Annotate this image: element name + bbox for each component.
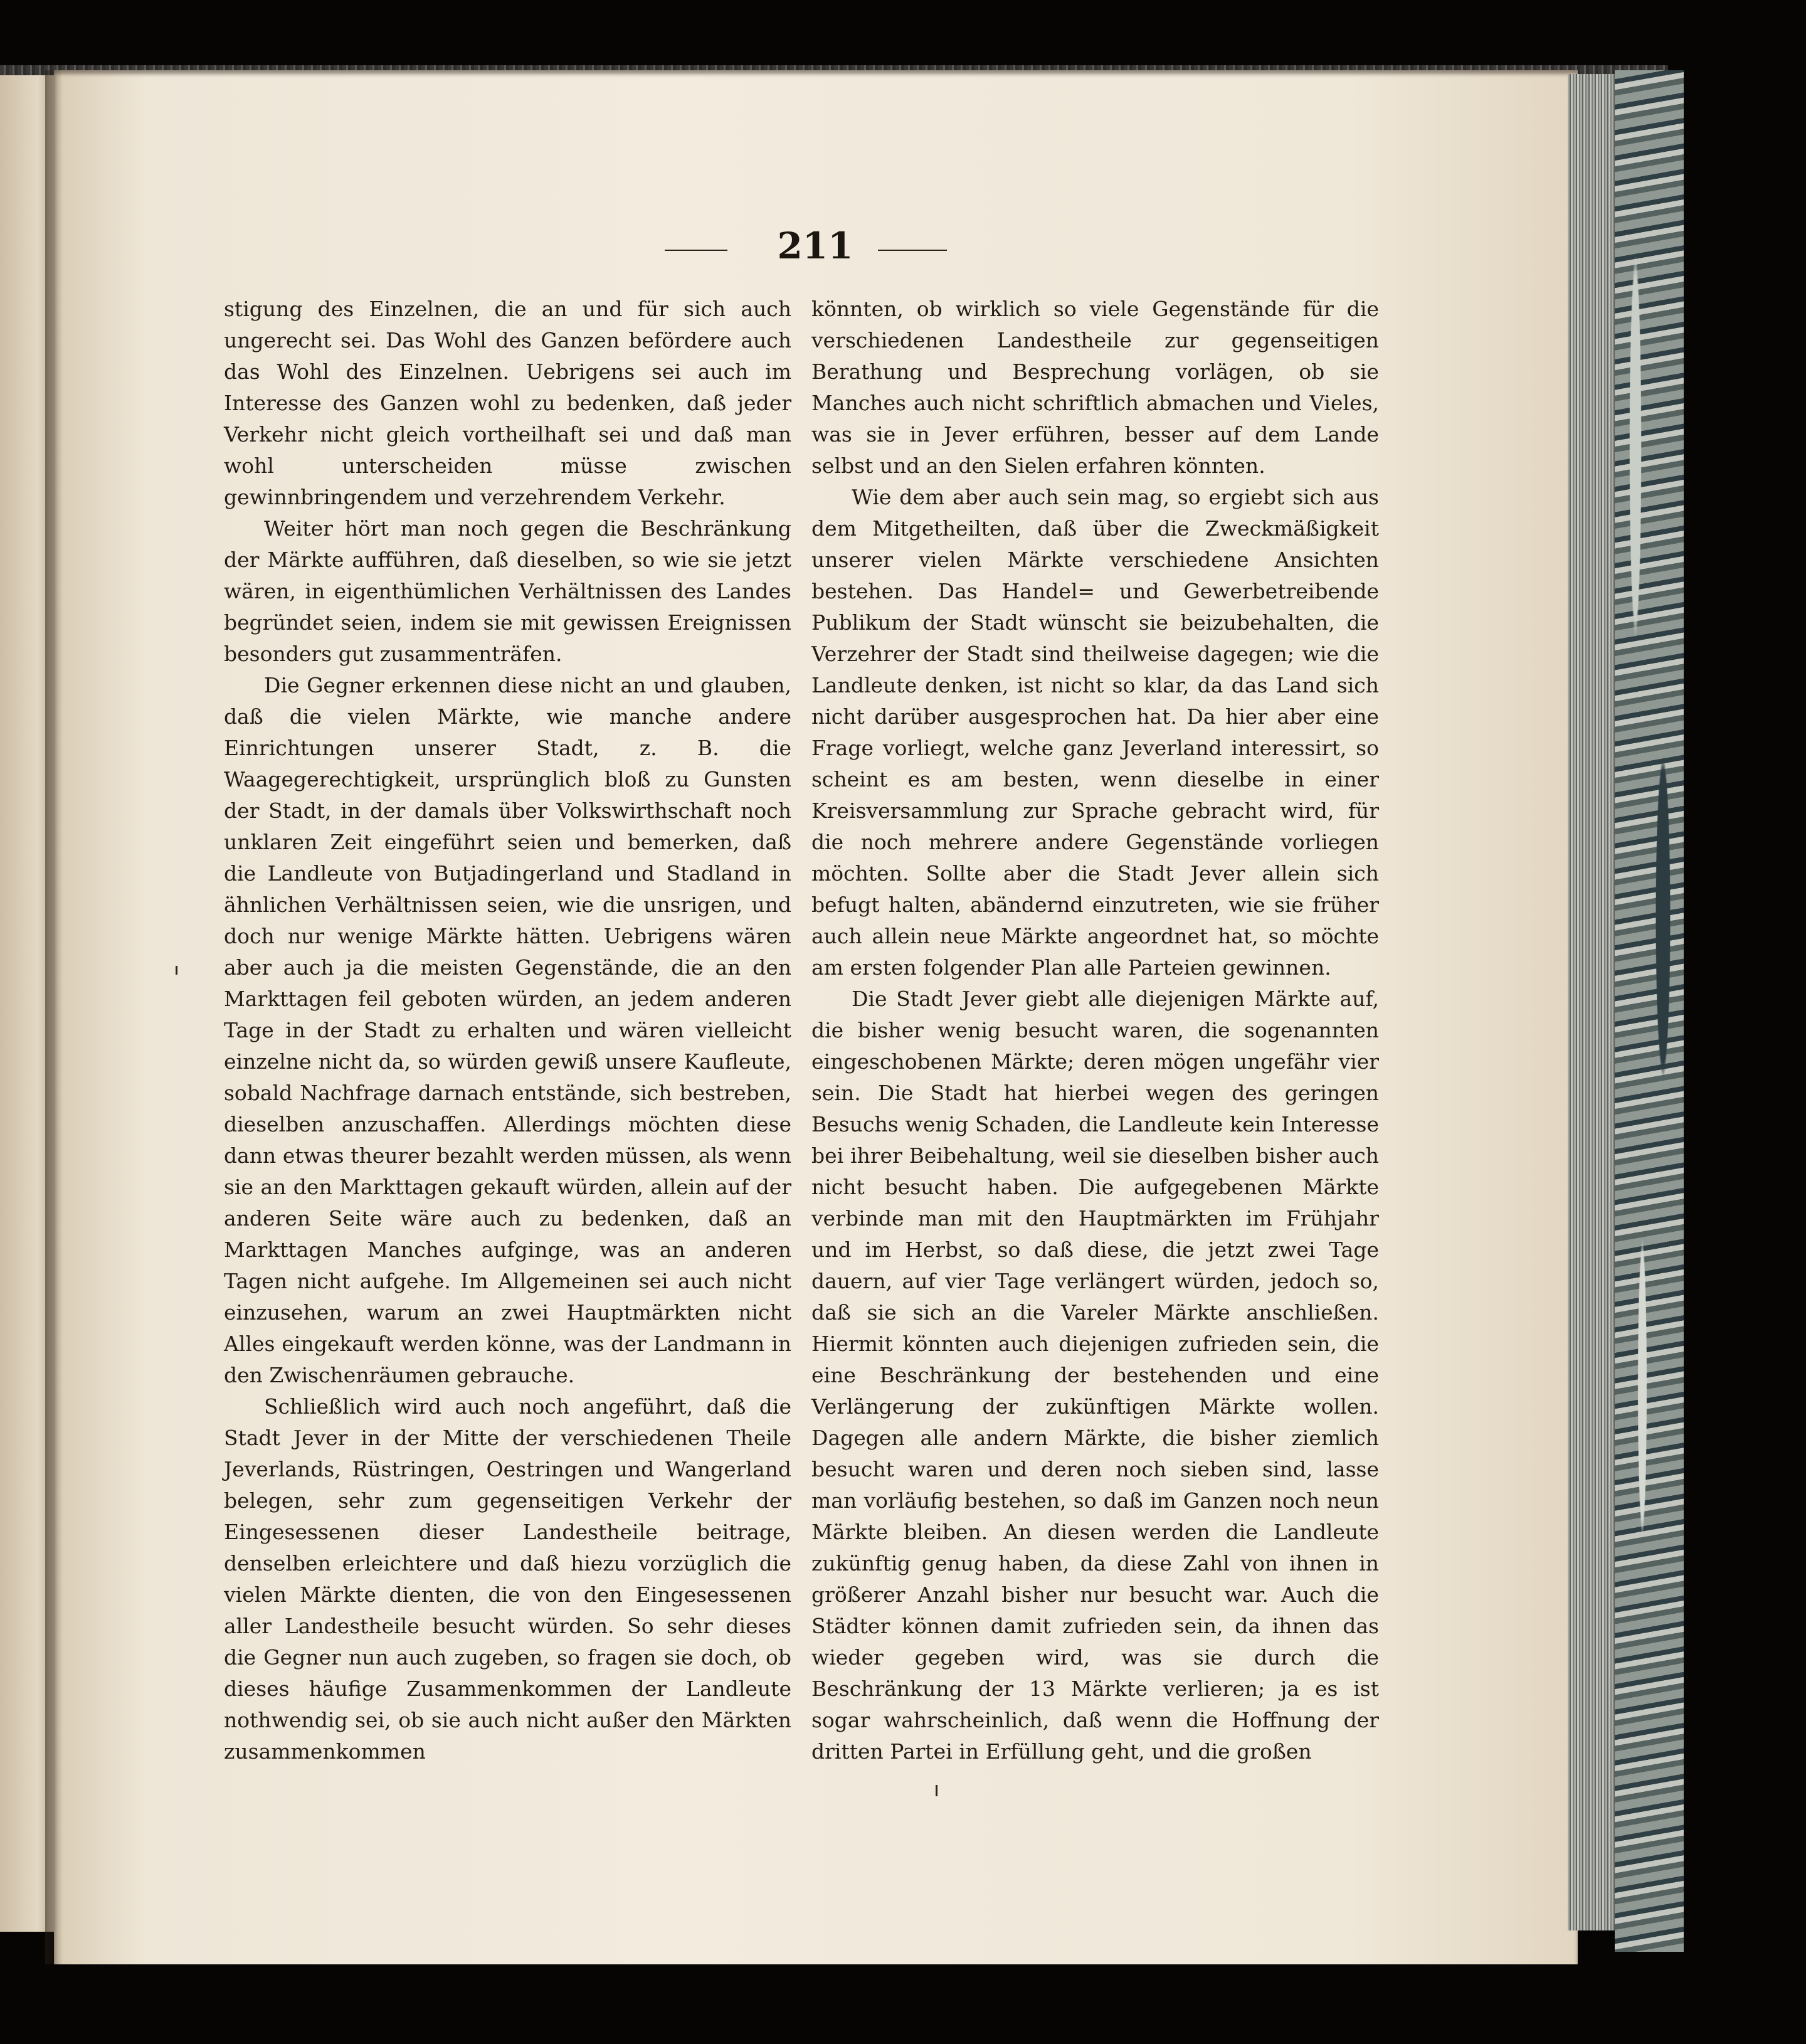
header-rule-right bbox=[878, 250, 947, 251]
paragraph: Die Gegner erkennen diese nicht an und glauben, daß die vielen Märkte, wie manche andere Einrichtungen unserer Stadt, z. B. die Waagegerechtigkeit, ursprünglich bloß zu Gunsten der Stadt, in der damals über Volkswirthschaft noch unklaren Zeit eingeführt seien und bemerken, daß die Landleute von Butjadingerland und Stadland in ähnlichen Verhältnissen seien, wie die unsrigen, und doch nur wenige Märkte hätten. Uebrigens wären aber auch ja die meisten Gegenstände, die an den Markttagen feil geboten würden, an jedem anderen Tage in der Stadt zu erhalten und wären vielleicht einzelne nicht da, so würden gewiß unsere Kaufleute, sobald Nachfrage darnach entstände, sich bestreben, dieselben anzuschaffen. Allerdings möchten diese dann etwas theurer bezahlt werden müssen, als wenn sie an den Markttagen gekauft würden, allein auf der anderen Seite wäre auch zu bedenken, daß an Markttagen Manches aufginge, was an anderen Tagen nicht aufgehe. Im Allgemeinen sei auch nicht einzusehen, warum an zwei Hauptmärkten nicht Alles eingekauft werden könne, was der Landmann in den Zwischenräumen gebrauche. bbox=[224, 673, 791, 1387]
marbled-cover bbox=[1615, 70, 1684, 1952]
right-column bbox=[811, 294, 1379, 1767]
left-column bbox=[224, 294, 791, 1767]
page-header bbox=[665, 221, 966, 271]
paragraph: könnten, ob wirklich so viele Gegenstände für die verschiedenen Landestheile zur gegenseitigen Berathung und Besprechung vorlägen, ob sie Manches auch nicht schriftlich abmachen und Vieles, was sie in Jever erführen, besser auf dem Lande selbst und an den Sielen erfahren könnten. bbox=[811, 297, 1379, 478]
ink-speck bbox=[176, 966, 177, 975]
paragraph: Wie dem aber auch sein mag, so ergiebt sich aus dem Mitgetheilten, daß über die Zweckmäßigkeit unserer vielen Märkte verschiedene Ansichten bestehen. Das Handel= und Gewerbetreibende Publikum der Stadt wünscht sie beizubehalten, die Verzehrer der Stadt sind theilweise dagegen; wie die Landleute denken, ist nicht so klar, da das Land sich nicht darüber ausgesprochen hat. Da hier aber eine Frage vorliegt, welche ganz Jeverland interessirt, so scheint es am besten, wenn dieselbe in einer Kreisversammlung zur Sprache gebracht wird, für die noch mehrere andere Gegenstände vorliegen möchten. Sollte aber die Stadt Jever allein sich befugt halten, abändernd einzutreten, wie sie früher auch allein neue Märkte angeordnet hat, so möchte am ersten folgender Plan alle Parteien gewinnen. bbox=[811, 485, 1379, 980]
page-stack-edge bbox=[1568, 74, 1618, 1930]
binding-gutter bbox=[45, 70, 63, 1964]
page-number: 211 bbox=[777, 225, 853, 267]
header-rule-left bbox=[665, 250, 727, 251]
paragraph: stigung des Einzelnen, die an und für sich auch ungerecht sei. Das Wohl des Ganzen befördere auch das Wohl des Einzelnen. Uebrigens sei auch im Interesse des Ganzen wohl zu bedenken, daß jeder Verkehr nicht gleich vortheilhaft sei und daß man wohl unterscheiden müsse zwischen gewinnbringendem und verzehrendem Verkehr. bbox=[224, 297, 791, 509]
paragraph: Schließlich wird auch noch angeführt, daß die Stadt Jever in der Mitte der verschiedenen Theile Jeverlands, Rüstringen, Oestringen und Wangerland belegen, sehr zum gegenseitigen Verkehr der Eingesessenen dieser Landestheile beitrage, denselben erleichtere und daß hiezu vorzüglich die vielen Märkte dienten, die von den Eingesessenen aller Landestheile besucht würden. So sehr dieses die Gegner nun auch zugeben, so fragen sie doch, ob dieses häufige Zusammenkommen der Landleute nothwendig sei, ob sie auch nicht außer den Märkten zusammenkommen bbox=[224, 1394, 791, 1764]
paragraph: Weiter hört man noch gegen die Beschränkung der Märkte aufführen, daß dieselben, so wie sie jetzt wären, in eigenthümlichen Verhältnissen des Landes begründet seien, indem sie mit gewissen Ereignissen besonders gut zusammenträfen. bbox=[224, 516, 791, 666]
paragraph: Die Stadt Jever giebt alle diejenigen Märkte auf, die bisher wenig besucht waren, die sogenannten eingeschobenen Märkte; deren mögen ungefähr vier sein. Die Stadt hat hierbei wegen des geringen Besuchs wenig Schaden, die Landleute kein Interesse bei ihrer Beibehaltung, weil sie dieselben bisher auch nicht besucht haben. Die aufgegebenen Märkte verbinde man mit den Hauptmärkten im Frühjahr und im Herbst, so daß diese, die jetzt zwei Tage dauern, auf vier Tage verlängert würden, jedoch so, daß sie sich an die Vareler Märkte anschließen. Hiermit könnten auch diejenigen zufrieden sein, die eine Beschränkung der bestehenden und eine Verlängerung der zukünftigen Märkte wollen. Dagegen alle andern Märkte, die bisher ziemlich besucht waren und deren noch sieben sind, lasse man vorläufig bestehen, so daß im Ganzen noch neun Märkte bleiben. An diesen werden die Landleute zukünftig genug haben, da diese Zahl von ihnen in größerer Anzahl bisher nur besucht war. Auch die Städter können damit zufrieden sein, da ihnen das wieder gegeben wird, was sie durch die Beschränkung der 13 Märkte verlieren; ja es ist sogar wahrscheinlich, daß wenn die Hoffnung der dritten Partei in Erfüllung geht, und die großen bbox=[811, 987, 1379, 1764]
ink-speck bbox=[936, 1785, 937, 1796]
